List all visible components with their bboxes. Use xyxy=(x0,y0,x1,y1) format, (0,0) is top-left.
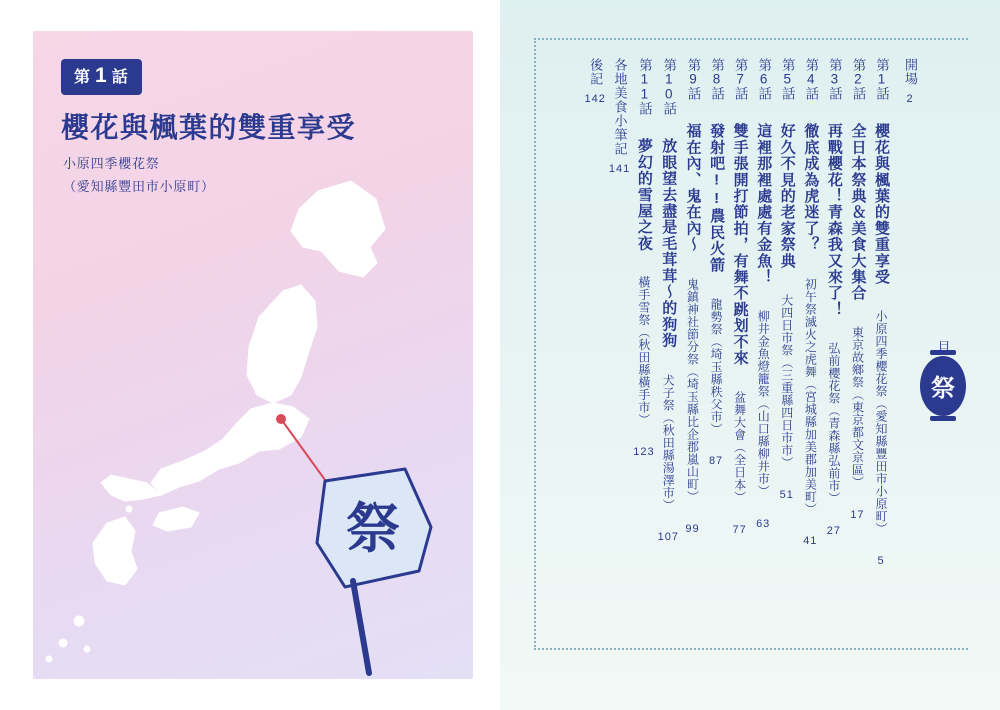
toc-entry-title: 全日本祭典＆美食大集合 xyxy=(849,123,867,302)
chapter-title: 櫻花與楓葉的雙重享受 xyxy=(61,112,357,143)
toc-entry-page: 123 xyxy=(633,446,655,459)
japan-map-illustration xyxy=(33,151,473,679)
toc-entry[interactable] xyxy=(823,58,844,638)
toc-entry-title: 這裡那裡處處有金魚！ xyxy=(755,123,773,285)
toc-entry-page: 17 xyxy=(850,508,865,521)
toc-entry-no: 第7話 xyxy=(732,58,748,100)
toc-entry-place: 小原四季櫻花祭（愛知縣豐田市小原町） xyxy=(874,310,888,535)
toc-entry-title: 櫻花與楓葉的雙重享受 xyxy=(873,123,890,285)
toc-opening[interactable] xyxy=(901,58,920,638)
svg-text:祭: 祭 xyxy=(346,499,400,559)
toc-opening-label: 開場 xyxy=(903,58,918,86)
toc-entry-page: 87 xyxy=(708,455,724,468)
toc-entry-no: 第11話 xyxy=(636,58,652,115)
toc-entry[interactable] xyxy=(633,58,654,638)
toc-tail-page: 142 xyxy=(584,92,606,105)
toc-entry-no: 第3話 xyxy=(826,58,842,100)
toc-opening-page: 2 xyxy=(906,92,914,105)
toc-entry-place: 大四日市祭（三重縣四日市市） xyxy=(779,293,794,469)
toc-entry-title: 發射吧!!農民火箭 xyxy=(708,123,726,273)
chapter-subtitle-line2: （愛知縣豐田市小原町） xyxy=(63,178,215,194)
toc-entry-title: 放眼望去盡是毛茸茸～的狗狗 xyxy=(660,138,678,349)
toc-entry-page: 107 xyxy=(657,531,679,544)
toc-entry-page: 63 xyxy=(756,517,771,530)
toc-entry[interactable] xyxy=(870,58,891,638)
toc-entry-title: 雙手張開打節拍，有舞不跳划不來 xyxy=(731,123,749,366)
toc-heading xyxy=(920,340,966,385)
toc-entry[interactable] xyxy=(658,58,679,638)
toc-entry-place: 龍勢祭（埼玉縣秩父市） xyxy=(709,297,724,436)
toc-entry-title: 夢幻的雪屋之夜 xyxy=(635,138,653,252)
toc-entry-page: 77 xyxy=(732,523,747,536)
toc-entry-no: 第10話 xyxy=(661,58,677,115)
toc-tail-entry[interactable] xyxy=(609,58,630,638)
chapter-badge xyxy=(61,59,142,95)
toc-entry-no: 第1話 xyxy=(874,58,889,100)
toc-entry-no: 第5話 xyxy=(779,58,795,100)
toc-entry-place: 初午祭滅火之虎舞（宮城縣加美郡加美町） xyxy=(803,277,818,516)
toc-entry[interactable] xyxy=(847,58,868,638)
toc-entry-no: 第6話 xyxy=(756,58,772,100)
right-page xyxy=(500,0,1000,710)
toc-entry-place: 鬼鎮神社節分祭（埼玉縣比企郡嵐山町） xyxy=(685,277,700,503)
toc-entry-page: 51 xyxy=(779,488,794,501)
toc-entry-no: 第2話 xyxy=(850,58,866,100)
toc-entry-page: 41 xyxy=(803,535,818,548)
chapter-title-card xyxy=(33,31,473,679)
lantern-label-text: 祭 xyxy=(931,375,955,402)
toc-entry-title: 好久不見的老家祭典 xyxy=(778,123,796,269)
toc-entry[interactable] xyxy=(776,58,797,638)
toc-entry-no: 第4話 xyxy=(803,58,819,100)
toc-entry-title: 再戰櫻花！青森我又來了！ xyxy=(825,123,843,318)
toc-entry-place: 盆舞大會（全日本） xyxy=(732,391,747,504)
toc-entry-no: 第8話 xyxy=(709,58,725,100)
toc-entry-page: 27 xyxy=(826,524,841,537)
toc-entry-no: 第9話 xyxy=(685,58,701,100)
toc-tail-entry[interactable] xyxy=(585,58,606,638)
toc-tail-title: 各地美食小筆記 xyxy=(612,58,628,156)
chapter-badge-suffix: 話 xyxy=(111,69,129,86)
toc-entry-page: 99 xyxy=(685,522,700,535)
toc-entry[interactable] xyxy=(729,58,750,638)
toc-entry[interactable] xyxy=(682,58,703,638)
toc-entry-place: 弘前櫻花祭（青森縣弘前市） xyxy=(826,342,841,505)
toc-tail-page: 141 xyxy=(608,162,631,175)
toc-entry-place: 東京故鄉祭（東京都文京區） xyxy=(850,326,865,489)
toc-entry-title: 徹底成為虎迷了？ xyxy=(802,123,820,253)
chapter-badge-number: 1 xyxy=(95,64,108,87)
toc-entry-place: 柳井金魚燈籠祭（山口縣柳井市） xyxy=(756,310,771,498)
toc-entry-place: 橫手雪祭（秋田縣橫手市） xyxy=(636,276,651,427)
chapter-badge-prefix: 第 xyxy=(74,69,92,86)
toc-tail-title: 後記 xyxy=(588,58,604,86)
toc-entry[interactable] xyxy=(800,58,821,638)
toc-entry-list xyxy=(560,58,920,658)
toc-entry-title: 福在內、鬼在內～ xyxy=(684,123,702,253)
toc-entry[interactable] xyxy=(706,58,727,638)
toc-entry-page: 5 xyxy=(877,555,885,567)
chapter-subtitle-line1: 小原四季櫻花祭 xyxy=(63,156,160,171)
toc-heading-label: 目 次 xyxy=(935,340,951,385)
toc-entry[interactable] xyxy=(753,58,774,638)
toc-entry-place: 犬子祭（秋田縣湯澤市） xyxy=(661,373,676,512)
